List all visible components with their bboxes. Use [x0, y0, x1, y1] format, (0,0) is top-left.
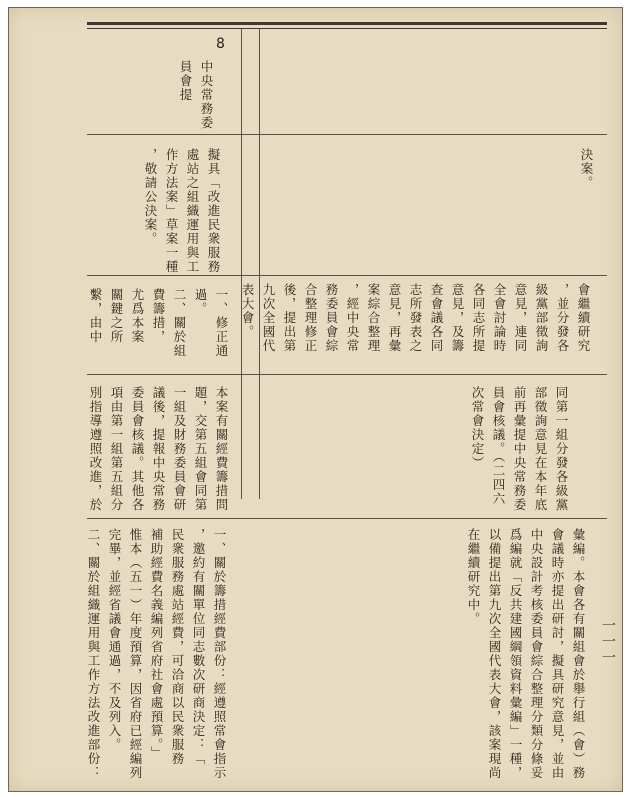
page-number: 8	[216, 36, 225, 52]
implementation-cell: 一、關於籌措經費部份：經遵照常會指示 ，邀約有關單位同志數次研商決定：「 民衆服務處站經費，可洽商以民衆服務 補助經費名義編列省府社會處預算。」 惟本（五一）年度預算，因省府已經編列 完畢，並經省議會通過，不及列入。 二、關於組織運用與工作方法改進部份：	[86, 528, 227, 780]
resolution-cell: 一、修正通 過。 二、關於組 費籌措， 尤爲本案 關鍵之所 繫，由中	[88, 288, 229, 358]
row-divider-2	[87, 275, 607, 276]
row-divider-3	[87, 374, 607, 375]
top-double-rule	[87, 22, 607, 25]
side-page-number: 一一一	[600, 618, 616, 666]
column-divider-middle	[259, 29, 260, 499]
document-page	[8, 7, 623, 792]
implementation-status-cell: 彙編。本會各有關組會於舉行組（會）務 會議時亦提出研討，擬具研究意見，並由 中央設計考核委員會綜合整理分類分條妥 爲編就「反共建國綱領資料彙編」一種， 以備提出第九次全國代表大會，該案現尚 在繼續研究中。	[466, 528, 586, 780]
row-divider-1	[87, 134, 607, 135]
decision-continued-cell: 決案。	[579, 148, 594, 190]
top-double-rule-thin	[87, 28, 607, 29]
processing-cell: 會繼續研究 ，並分發各 級黨部徵詢 意見，連同 全會討論時 各同志所提 意見，及籌 查會議各同 志所發表之 意見，再彙 案綜合整理 ，經中央常 務委員會綜 合整理修正 後，提出第 九次全國代 表大會。	[240, 283, 591, 353]
column-divider-header	[241, 29, 242, 499]
row-divider-4	[87, 518, 607, 519]
proposer-cell: 中央常務委 員會提	[178, 60, 214, 130]
execution-cell: 本案有關經費籌措問 題，交第五組會同第 一組及財務委員會研 議後，提報中央常務 委員會核議。其他各 項由第一組第五組分 別指導遵照改進，於	[88, 386, 229, 512]
proposal-title-cell: 擬具「改進民衆服務 處站之組織運用與工 作方法案」草案一種 ，敬請公決案。	[143, 148, 221, 274]
execution-status-cell: 同第一組分發各級黨 部徵詢意見在本年底 前再彙提中央常務委 員會核議。（二四六 次常會決定）	[470, 386, 569, 512]
